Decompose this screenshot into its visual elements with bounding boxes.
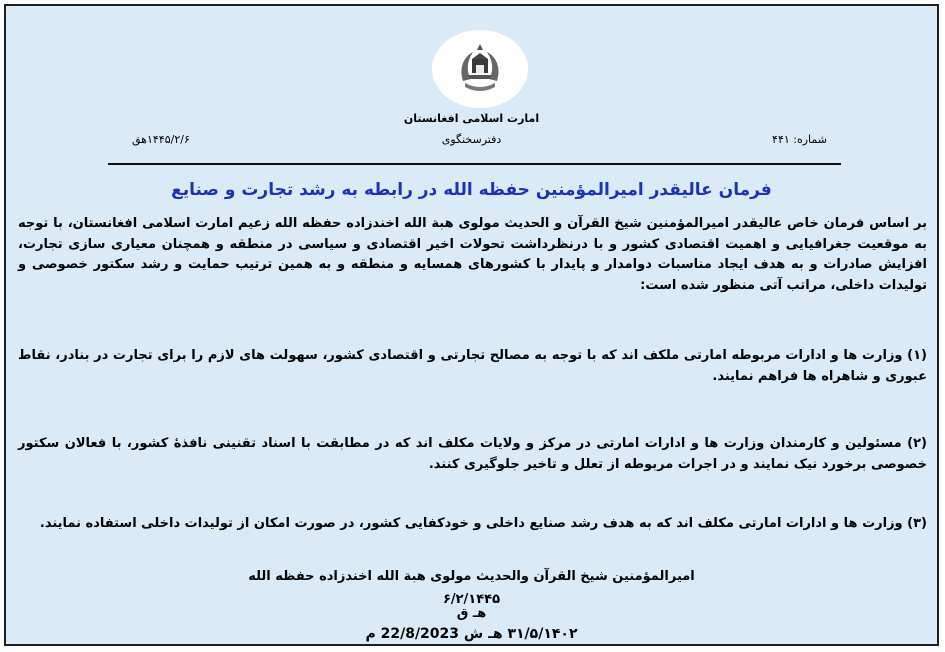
document-frame [4,4,939,646]
intro-paragraph: بر اساس فرمان خاص عالیقدر امیرالمؤمنین شیخ القرآن و الحدیث مولوی هبة الله اخندزاده حفظه الله زعیم امارت اسلامی افغانستان، با توجه به موقعیت جغرافیایی و اهمیت اقتصادی کشور و با درنظرداشت تحولات اخیر اقتصادی و سیاسی در منطقه و همچنان معیاری سازی تجارت، افزایش صادرات و به هدف ایجاد مناسبات دوامدار و پایدار با کشورهای همسایه و منطقه و به همین ترتیب حمایت و رشد سکتور خصوصی و تولیدات داخلی، مراتب آتی منظور شده است: [18,216,927,293]
clause-1: (۱) وزارت ها و ادارات مربوطه امارتی ملکف اند که با توجه به مصالح تجارتی و اقتصادی کشور، سهولت های لازم را برای تجارت در بنادر، نقاط عبوری و شاهراه ها فراهم نمایند. [18,348,927,384]
document-number: شماره: ۴۴۱ [772,133,827,146]
issuing-office: دفترسخنگوی [441,133,502,146]
emblem-badge [432,30,528,108]
date-hijri-qamari: ۶/۲/۱۴۴۵ [442,592,501,607]
organization-name: امارت اسلامی افغانستان [403,112,540,125]
date-shamsi-gregorian: ۳۱/۵/۱۴۰۲ هـ ش 22/8/2023 م [365,626,578,642]
document-date: ۱۴۴۵/۲/۶هق [132,133,190,146]
clause-3: (۳) وزارت ها و ادارات امارتی مکلف اند که به هدف رشد صنایع داخلی و خودکفایی کشور، در صورت امکان از تولیدات داخلی استفاده نمایند. [39,516,927,531]
header-divider [108,163,841,165]
afghanistan-emblem-icon [455,41,505,97]
signature-line: امیرالمؤمنین شیخ القرآن والحدیث مولوی هبة الله اخندزاده حفظه الله [248,569,695,584]
decree-title: فرمان عالیقدر امیرالمؤمنین حفظه الله در رابطه به رشد تجارت و صنایع [171,180,772,200]
clause-2: (۲) مسئولین و کارمندان وزارت ها و ادارات امارتی در مرکز و ولایات مکلف اند که در مطابقت با اسناد تقنینی نافذۀ کشور، با فعالان سکتور خصوصی برخورد نیک نمایند و در اجرات مربوطه از تعلل و تاخیر جلوگیری کنند. [18,436,927,472]
date-hijri-qamari-suffix: هـ ق [456,606,487,621]
